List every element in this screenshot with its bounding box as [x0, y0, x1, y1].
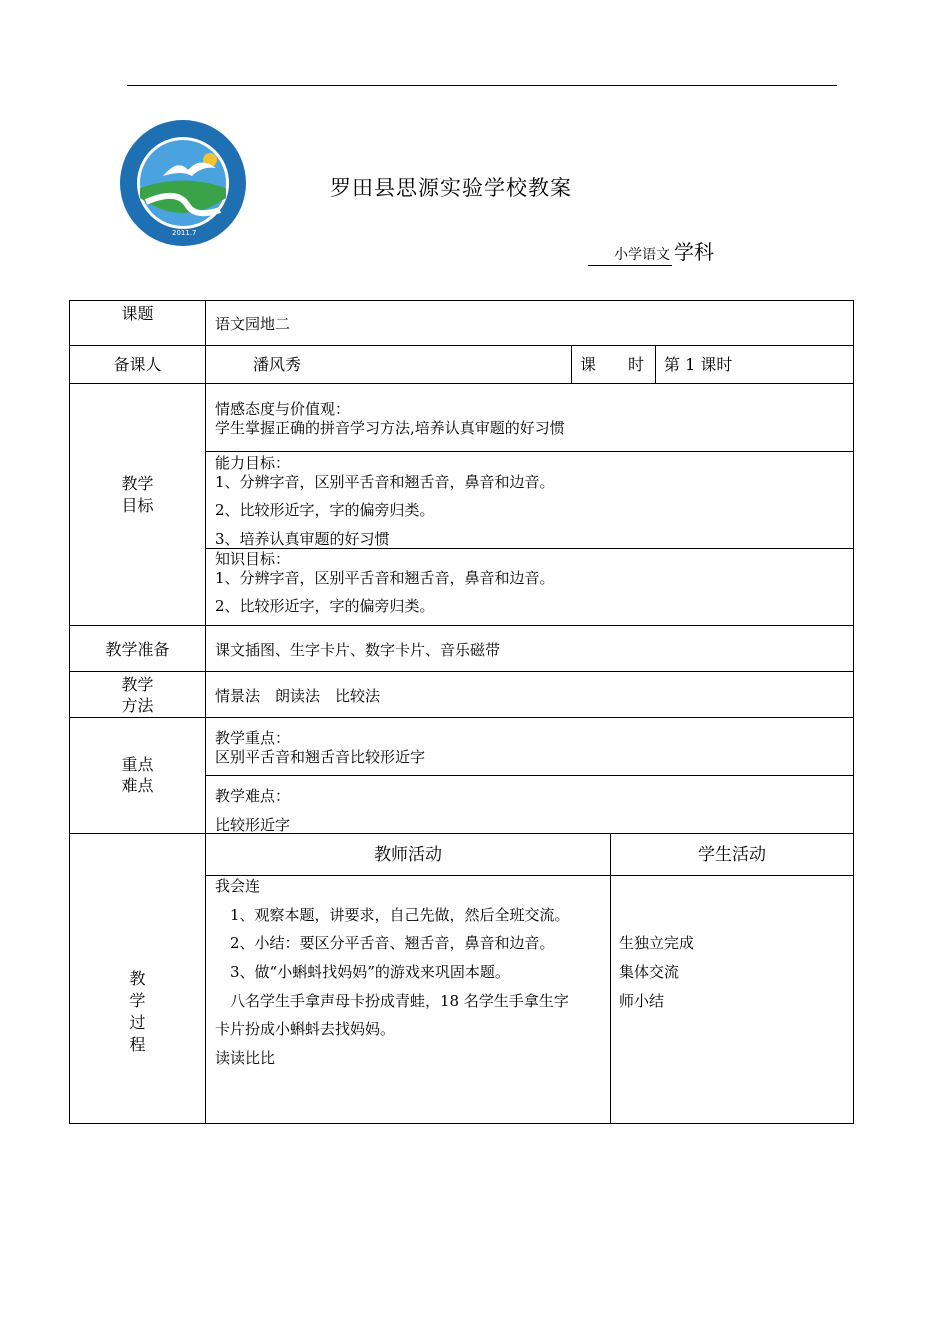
preparer-label: 备课人: [113, 355, 162, 374]
knowledge-item: 2、比较形近字，字的偏旁归类。: [215, 597, 435, 615]
method-label-line2: 方法: [121, 696, 154, 715]
attitude-text: 学生掌握正确的拼音学习方法,培养认真审题的好习惯: [215, 419, 565, 437]
ability-title: 能力目标：: [215, 454, 291, 472]
preparer-value: 潘风秀: [253, 355, 302, 374]
teacher-activity-header: 教师活动: [374, 845, 442, 865]
student-activity-header: 学生活动: [698, 845, 766, 865]
process-label-char: 过: [129, 1013, 146, 1032]
hard-point-title: 教学难点：: [215, 787, 291, 805]
prep-value: 课文插图、生字卡片、数字卡片、音乐磁带: [215, 641, 501, 659]
student-activity-line: 集体交流: [619, 963, 680, 981]
method-label-line1: 教学: [121, 675, 154, 694]
hard-point-text: 比较形近字: [215, 816, 291, 834]
teacher-activity-line: 3、做“小蝌蚪找妈妈”的游戏来巩固本题。: [215, 963, 510, 981]
method-value: 情景法 朗读法 比较法: [215, 687, 381, 705]
focus-label-line1: 重点: [121, 755, 154, 774]
subject-name: 小学语文: [588, 245, 672, 266]
teacher-activity-line: 读读比比: [215, 1049, 276, 1067]
process-label-char: 学: [129, 991, 146, 1010]
student-activity-line: 生独立完成: [619, 934, 695, 952]
school-title: 罗田县思源实验学校教案: [330, 176, 572, 200]
process-label-char: 程: [129, 1035, 146, 1054]
topic-value: 语文园地二: [215, 315, 291, 333]
process-label-char: 教: [129, 969, 146, 988]
teacher-activity-line: 1、观察本题，讲要求，自己先做，然后全班交流。: [215, 906, 570, 924]
attitude-title: 情感态度与价值观：: [215, 400, 351, 418]
knowledge-item: 1、分辨字音，区别平舌音和翘舌音，鼻音和边音。: [215, 569, 555, 587]
period-value: 第 1 课时: [664, 355, 733, 374]
focus-label-line2: 难点: [121, 776, 154, 795]
teacher-activity-line: 八名学生手拿声母卡扮成青蛙，18 名学生手拿生字: [215, 992, 569, 1010]
student-activity-line: 师小结: [619, 992, 665, 1010]
knowledge-title: 知识目标：: [215, 550, 291, 568]
topic-value-cell: [205, 300, 854, 346]
ability-item: 1、分辨字音，区别平舌音和翘舌音，鼻音和边音。: [215, 473, 555, 491]
goals-label-line1: 教学: [121, 474, 154, 493]
logo-year: 2011.7: [172, 229, 197, 237]
ability-item: 3、培养认真审题的好习惯: [215, 530, 390, 548]
teacher-activity-line: 2、小结：要区分平舌音、翘舌音，鼻音和边音。: [215, 934, 555, 952]
teacher-activity-line: 卡片扮成小蝌蚪去找妈妈。: [215, 1020, 396, 1038]
teacher-activity-line: 我会连: [215, 877, 261, 895]
focus-hard-cell: [205, 775, 854, 834]
goals-label-line2: 目标: [121, 496, 154, 515]
key-point-title: 教学重点：: [215, 729, 291, 747]
period-label: 课 时: [580, 355, 645, 374]
topic-label: 课题: [121, 304, 154, 323]
prep-label: 教学准备: [105, 640, 170, 659]
key-point-text: 区别平舌音和翘舌音比较形近字: [215, 748, 426, 766]
ability-item: 2、比较形近字，字的偏旁归类。: [215, 501, 435, 519]
subject-suffix: 学科: [674, 240, 714, 264]
